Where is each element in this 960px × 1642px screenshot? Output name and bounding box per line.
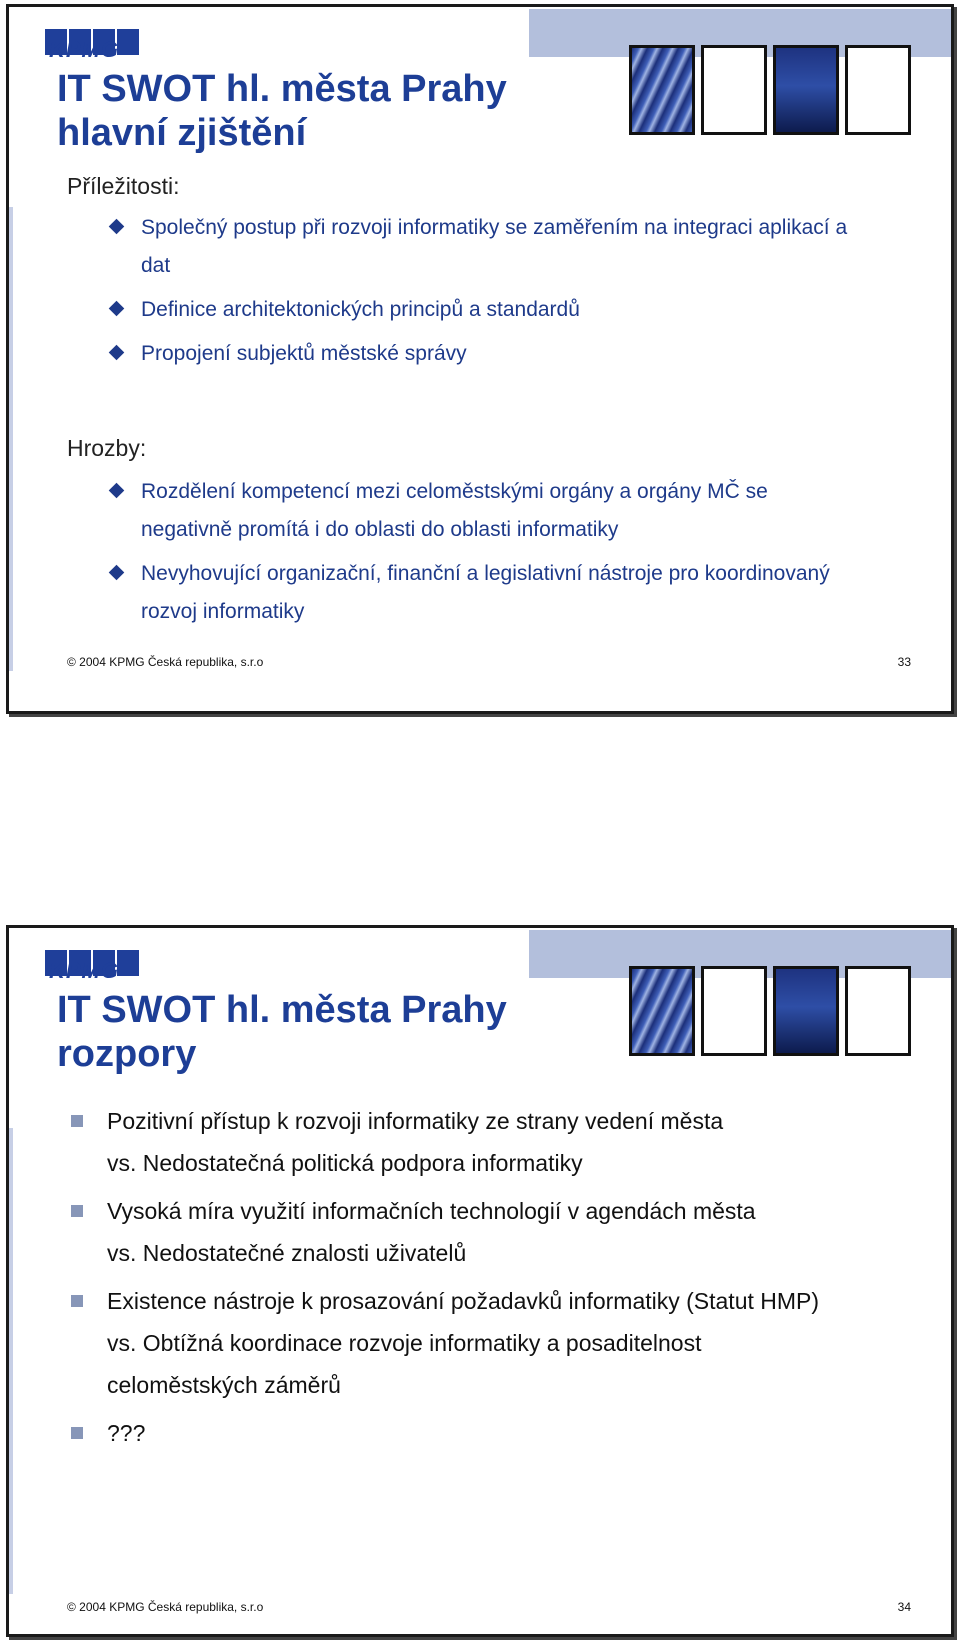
opportunities-list: [109, 209, 879, 379]
slide-33: [6, 4, 954, 714]
list-item: Propojení subjektů městské správy: [109, 335, 879, 373]
threats-list: [109, 473, 839, 637]
threats-heading: Hrozby:: [67, 435, 147, 461]
left-accent-bar: [9, 207, 13, 671]
header-photo-tile: [629, 45, 695, 135]
title-line-2: rozpory: [57, 1033, 197, 1075]
logo-text: KPMG: [49, 958, 119, 983]
list-item: Vysoká míra využití informačních technologií v agendách města vs. Nedostatečné znalosti uživatelů: [69, 1190, 909, 1274]
square-bullet-icon: [71, 1205, 83, 1217]
diamond-bullet-icon: [109, 565, 125, 581]
diamond-bullet-icon: [109, 219, 125, 235]
title-line-1: IT SWOT hl. města Prahy: [57, 989, 507, 1031]
slide-title: [57, 988, 507, 1076]
list-item: Rozdělení kompetencí mezi celoměstskými orgány a orgány MČ se negativně promítá i do oblasti do oblasti informatiky: [109, 473, 839, 549]
page-number: 33: [897, 655, 911, 669]
slide-34: [6, 925, 954, 1637]
opportunities-heading: Příležitosti:: [67, 173, 180, 199]
diamond-bullet-icon: [109, 301, 125, 317]
logo-text: KPMG: [49, 37, 119, 62]
list-item: Nevyhovující organizační, finanční a legislativní nástroje pro koordinovaný rozvoj informatiky: [109, 555, 839, 631]
slide-title: [57, 67, 507, 155]
kpmg-logo: [45, 950, 139, 988]
list-item: Společný postup při rozvoji informatiky se zaměřením na integraci aplikací a dat: [109, 209, 879, 285]
square-bullet-icon: [71, 1295, 83, 1307]
header-blank-tile: [845, 45, 911, 135]
list-item: Definice architektonických principů a standardů: [109, 291, 879, 329]
copyright-text: © 2004 KPMG Česká republika, s.r.o: [67, 1600, 264, 1614]
header-blank-tile: [701, 966, 767, 1056]
left-accent-bar: [9, 1128, 13, 1594]
copyright-text: © 2004 KPMG Česká republika, s.r.o: [67, 655, 264, 669]
list-item: Existence nástroje k prosazování požadavků informatiky (Statut HMP) vs. Obtížná koordinace rozvoje informatiky a posaditelnost celoměstských záměrů: [69, 1280, 847, 1406]
contradictions-list: [69, 1100, 909, 1460]
square-bullet-icon: [71, 1115, 83, 1127]
header-blank-tile: [845, 966, 911, 1056]
header-photo-tile: [773, 45, 839, 135]
diamond-bullet-icon: [109, 483, 125, 499]
square-bullet-icon: [71, 1427, 83, 1439]
header-photo-tile: [629, 966, 695, 1056]
kpmg-logo: [45, 29, 139, 67]
header-image-tiles: [629, 966, 911, 1056]
title-line-1: IT SWOT hl. města Prahy: [57, 68, 507, 110]
title-line-2: hlavní zjištění: [57, 112, 307, 154]
header-photo-tile: [773, 966, 839, 1056]
list-item: Pozitivní přístup k rozvoji informatiky ze strany vedení města vs. Nedostatečná politická podpora informatiky: [69, 1100, 909, 1184]
header-blank-tile: [701, 45, 767, 135]
list-item: ???: [69, 1412, 909, 1454]
slide-footer: [67, 1600, 911, 1614]
slide-footer: [67, 655, 911, 669]
diamond-bullet-icon: [109, 345, 125, 361]
header-image-tiles: [629, 45, 911, 135]
page-number: 34: [897, 1600, 911, 1614]
